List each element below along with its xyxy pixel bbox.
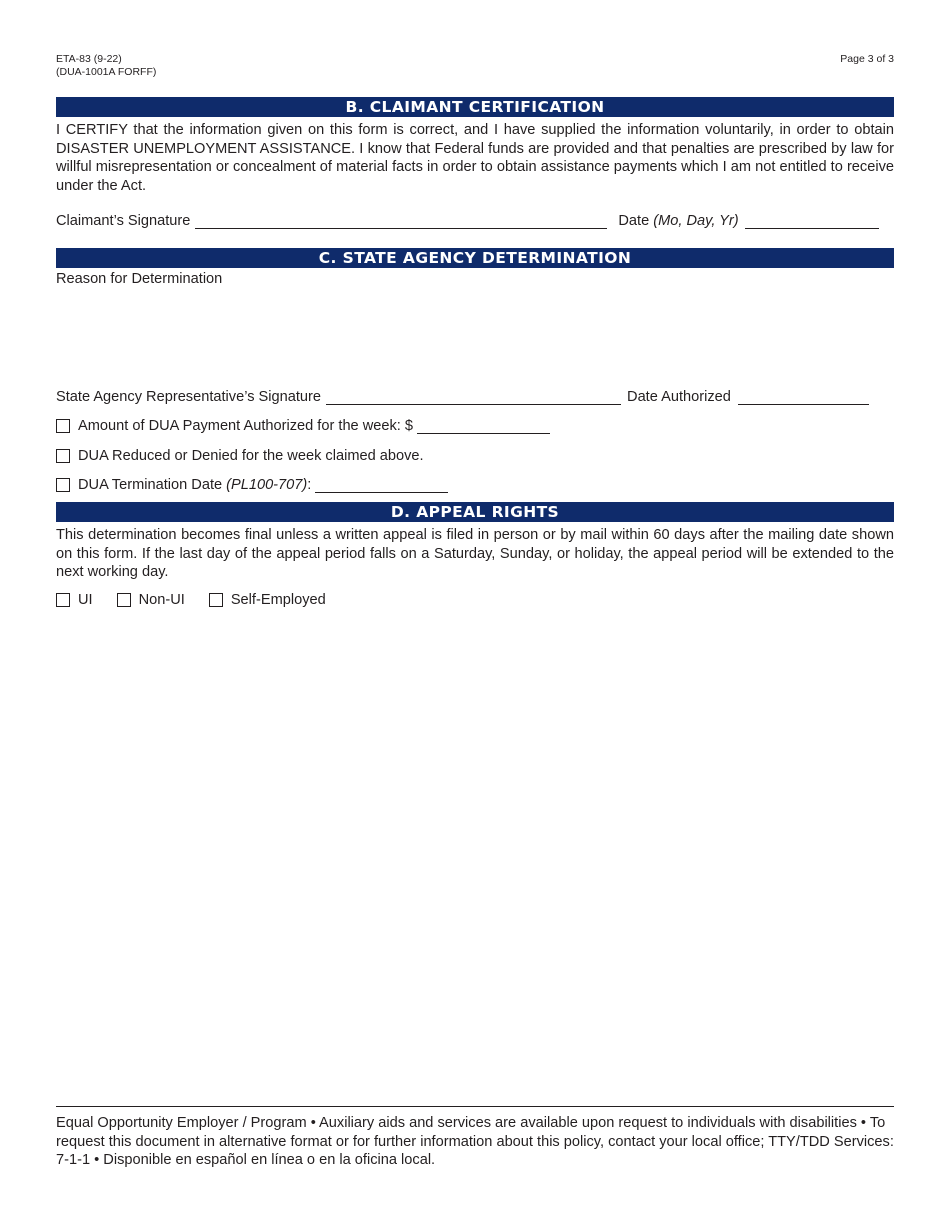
date-authorized-field[interactable] — [738, 389, 869, 405]
payment-amount-field[interactable] — [417, 419, 550, 434]
footer-divider — [56, 1106, 894, 1107]
section-b-title: B. CLAIMANT CERTIFICATION — [56, 97, 894, 117]
termination-ref: (PL100-707) — [226, 477, 308, 493]
non-ui-checkbox[interactable] — [117, 593, 131, 607]
date-label: Date — [618, 213, 650, 229]
form-identifier — [56, 53, 156, 79]
rep-signature-row — [56, 389, 894, 405]
claimant-date-field[interactable] — [745, 213, 879, 229]
termination-checkbox[interactable] — [56, 478, 70, 492]
form-id: ETA-83 (9-22) — [56, 53, 122, 65]
termination-label: DUA Termination Date — [78, 477, 223, 493]
payment-row — [56, 418, 550, 434]
form-sub-id: (DUA-1001A FORFF) — [56, 66, 157, 78]
ui-checkbox[interactable] — [56, 593, 70, 607]
termination-row — [56, 477, 448, 493]
payment-label: Amount of DUA Payment Authorized for the week: $ — [78, 418, 414, 434]
rep-signature-label: State Agency Representative’s Signature — [56, 389, 322, 405]
reduced-checkbox[interactable] — [56, 449, 70, 463]
claimant-signature-row — [56, 213, 894, 229]
rep-signature-field[interactable] — [326, 389, 621, 405]
termination-colon: : — [307, 477, 312, 493]
section-c-title: C. STATE AGENCY DETERMINATION — [56, 248, 894, 268]
footer-notice: Equal Opportunity Employer / Program • Auxiliary aids and services are available upon request to individuals with disabilities • To request this document in alternative format or for further information about this policy, contact your local office; TTY/TDD Services: 7-1-1 • Disponible en español en línea o en la oficina local. — [56, 1115, 894, 1169]
claim-type-options — [56, 592, 326, 608]
termination-date-field[interactable] — [315, 478, 448, 493]
payment-checkbox[interactable] — [56, 419, 70, 433]
claimant-signature-field[interactable] — [195, 213, 607, 229]
page-number: Page 3 of 3 — [840, 53, 894, 65]
ui-label: UI — [78, 592, 93, 608]
claimant-signature-label: Claimant’s Signature — [56, 213, 191, 229]
appeal-rights-text: This determination becomes final unless a written appeal is filed in person or by mail within 60 days after the mailing date shown on this form. If the last day of the appeal period falls on a Saturday, Sunday, or holiday, the appeal period will be extended to the next working day. — [56, 527, 894, 581]
reduced-row — [56, 448, 424, 464]
certification-text: I CERTIFY that the information given on this form is correct, and I have supplied the information voluntarily, in order to obtain DISASTER UNEMPLOYMENT ASSISTANCE. I know that Federal funds are provided and that penalties are prescribed by law for willful misrepresentation or concealment of material facts in order to obtain assistance payments which I am not entitled to receive under the Act. — [56, 122, 894, 194]
self-employed-label: Self-Employed — [230, 592, 326, 608]
non-ui-label: Non-UI — [138, 592, 185, 608]
reduced-label: DUA Reduced or Denied for the week claimed above. — [78, 448, 424, 464]
section-d-title: D. APPEAL RIGHTS — [56, 502, 894, 522]
reason-label: Reason for Determination — [56, 271, 223, 287]
date-authorized-label: Date Authorized — [627, 389, 731, 405]
self-employed-checkbox[interactable] — [209, 593, 223, 607]
date-format-hint: (Mo, Day, Yr) — [653, 213, 739, 229]
